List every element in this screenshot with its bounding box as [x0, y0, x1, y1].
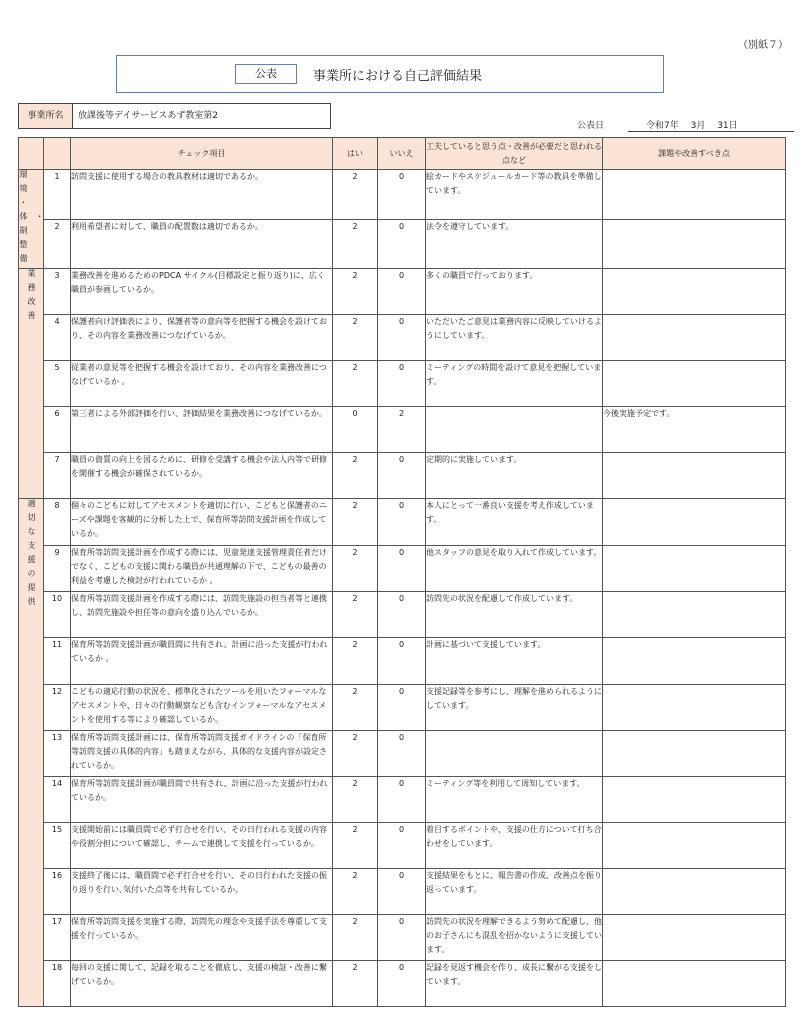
no-count: 0: [378, 777, 426, 823]
yes-count: 2: [333, 823, 378, 869]
yes-count: 2: [333, 915, 378, 961]
annex-label: （別紙７）: [738, 40, 788, 51]
yes-count: 2: [333, 592, 378, 638]
check-item: 保育所等訪問支援を実施する際、訪問先の理念や支援手法を尊重して支援を行っているか。: [71, 915, 333, 961]
table-row: [19, 961, 786, 1007]
publication-date: [577, 118, 794, 132]
no-count: 0: [378, 453, 426, 499]
check-item: 保育所等訪問支援計画が職員間で共有され、計画に沿った支援が行われているか。: [71, 777, 333, 823]
row-number: 14: [44, 777, 71, 823]
header-no: [44, 138, 71, 170]
pub-date-label: 公表日: [577, 121, 605, 131]
yes-count: 2: [333, 315, 378, 361]
office-name: 放課後等デイサービスあず教室第2: [78, 111, 219, 121]
yes-count: 2: [333, 869, 378, 915]
table-row: [19, 269, 786, 315]
good-points: 記録を見返す機会を作り、成長に繋がる支援をしています。: [426, 961, 603, 1007]
table-row: [19, 315, 786, 361]
yes-count: 2: [333, 638, 378, 685]
no-count: 0: [378, 869, 426, 915]
good-points: 計画に基づいて支援しています。: [426, 638, 603, 685]
category-cell: [19, 269, 44, 499]
row-number: 9: [44, 546, 71, 592]
improvement-task: [603, 638, 786, 685]
good-points: 多くの職員で行っております。: [426, 269, 603, 315]
header-yes: はい: [333, 138, 378, 170]
office-label: 事業所名: [19, 104, 73, 128]
good-points: 本人にとって一番良い支援を考え作成しています。: [426, 499, 603, 546]
check-item: 保育所等訪問支援計画には、保育所等訪問支援ガイドラインの「保育所等訪問支援の具体的内容」も踏まえながら、具体的な支援内容が設定されているか。: [71, 731, 333, 777]
improvement-task: [603, 499, 786, 546]
table-row: [19, 638, 786, 685]
improvement-task: [603, 546, 786, 592]
table-row: [19, 219, 786, 269]
no-count: 0: [378, 731, 426, 777]
evaluation-table: [18, 137, 786, 1007]
row-number: 13: [44, 731, 71, 777]
no-count: 2: [378, 407, 426, 453]
yes-count: 2: [333, 269, 378, 315]
improvement-task: [603, 453, 786, 499]
good-points: [426, 731, 603, 777]
table-row: [19, 546, 786, 592]
category-label: 業務改善: [27, 269, 36, 325]
good-points: ミーティングの時間を設けて意見を把握しています。: [426, 361, 603, 407]
improvement-task: [603, 269, 786, 315]
no-count: 0: [378, 915, 426, 961]
improvement-task: [603, 685, 786, 731]
category-label: 適切な支援の提供: [27, 499, 36, 611]
check-item: 毎回の支援に関して、記録を取ることを徹底し、支援の検証・改善に繋げているか。: [71, 961, 333, 1007]
check-item: 従業者の意見等を把握する機会を設けており、その内容を業務改善につなげているか 。: [71, 361, 333, 407]
good-points: 法令を遵守しています。: [426, 219, 603, 269]
improvement-task: [603, 915, 786, 961]
improvement-task: [603, 777, 786, 823]
row-number: 18: [44, 961, 71, 1007]
row-number: 6: [44, 407, 71, 453]
no-count: 0: [378, 499, 426, 546]
yes-count: 0: [333, 407, 378, 453]
header-no-answer: いいえ: [378, 138, 426, 170]
header-corner: [19, 138, 44, 170]
no-count: 0: [378, 823, 426, 869]
good-points: 絵カードやスケジュールカード等の教具を準備しています。: [426, 170, 603, 220]
check-item: 保護者向け評価表により、保護者等の意向等を把握する機会を設けており、その内容を業務改善につなげているか。: [71, 315, 333, 361]
improvement-task: [603, 219, 786, 269]
row-number: 17: [44, 915, 71, 961]
improvement-task: [603, 592, 786, 638]
no-count: 0: [378, 638, 426, 685]
improvement-task: 今後実施予定です。: [603, 407, 786, 453]
table-row: [19, 777, 786, 823]
pub-date-value: 令和7年 3月 31日: [628, 118, 794, 132]
check-item: 個々のこどもに対してアセスメントを適切に行い、こどもと保護者のニーズや課題を客観的に分析した上で、保育所等訪問支援計画を作成しているか。: [71, 499, 333, 546]
row-number: 2: [44, 219, 71, 269]
no-count: 0: [378, 170, 426, 220]
yes-count: 2: [333, 170, 378, 220]
category-label: 環境・体制整備: [19, 170, 28, 268]
improvement-task: [603, 961, 786, 1007]
check-item: こどもの適応行動の状況を、標準化されたツールを用いたフォーマルなアセスメントや、日々の行動観察なども含むインフォーマルなアセスメントを使用する等により確認しているか。: [71, 685, 333, 731]
improvement-task: [603, 315, 786, 361]
table-row: [19, 407, 786, 453]
row-number: 5: [44, 361, 71, 407]
yes-count: 2: [333, 777, 378, 823]
check-item: 支援開始前には職員間で必ず打合せを行い、その日行われる支援の内容や役割分担について確認し、チームで連携して支援を行っているか。: [71, 823, 333, 869]
category-label-extra: ・: [35, 212, 44, 268]
header-good-points: 工夫していると思う点・改善が必要だと思われる点など: [426, 138, 603, 170]
table-row: [19, 731, 786, 777]
table-row: [19, 915, 786, 961]
office-box: [18, 103, 331, 129]
check-item: 業務改善を進めるためのPDCA サイクル(目標設定と振り返り)に、広く職員が参画しているか。: [71, 269, 333, 315]
good-points: ミーティング等を利用して周知しています。: [426, 777, 603, 823]
table-row: [19, 823, 786, 869]
title-box: [116, 55, 664, 93]
good-points: 訪問先の状況を理解できるよう努めて配慮し、他のお子さんにも混乱を招かないように支援しています。: [426, 915, 603, 961]
yes-count: 2: [333, 731, 378, 777]
improvement-task: [603, 361, 786, 407]
good-points: 着目するポイントや、支援の仕方について打ち合わせをしています。: [426, 823, 603, 869]
table-row: [19, 453, 786, 499]
public-label: 公表: [235, 64, 297, 84]
no-count: 0: [378, 361, 426, 407]
table-row: [19, 592, 786, 638]
no-count: 0: [378, 685, 426, 731]
no-count: 0: [378, 315, 426, 361]
check-item: 職員の資質の向上を図るために、研修を受講する機会や法人内等で研修を開催する機会が確保されているか。: [71, 453, 333, 499]
yes-count: 2: [333, 685, 378, 731]
table-row: [19, 499, 786, 546]
no-count: 0: [378, 961, 426, 1007]
improvement-task: [603, 731, 786, 777]
check-item: 支援終了後には、職員間で必ず打合せを行い、その日行われた支援の振り返りを行い､気付いた点等を共有しているか。: [71, 869, 333, 915]
row-number: 3: [44, 269, 71, 315]
yes-count: 2: [333, 219, 378, 269]
yes-count: 2: [333, 961, 378, 1007]
row-number: 7: [44, 453, 71, 499]
check-item: 第三者による外部評価を行い、評価結果を業務改善につなげているか。: [71, 407, 333, 453]
check-item: 保育所等訪問支援計画を作成する際には、訪問先施設の担当者等と連携し、訪問先施設や担任等の意向を盛り込んでいるか。: [71, 592, 333, 638]
improvement-task: [603, 170, 786, 220]
table-row: [19, 170, 786, 220]
check-item: 保育所等訪問支援計画が職員間に共有され、計画に沿った支援が行われているか 。: [71, 638, 333, 685]
category-cell: [19, 499, 44, 1007]
improvement-task: [603, 869, 786, 915]
row-number: 12: [44, 685, 71, 731]
row-number: 11: [44, 638, 71, 685]
good-points: 支援結果をもとに、報告書の作成、改善点を振り返っています。: [426, 869, 603, 915]
yes-count: 2: [333, 361, 378, 407]
good-points: 定期的に実施しています。: [426, 453, 603, 499]
header-tasks: 課題や改善すべき点: [603, 138, 786, 170]
table-row: [19, 361, 786, 407]
row-number: 8: [44, 499, 71, 546]
page-title: 事業所における自己評価結果: [313, 69, 483, 84]
row-number: 16: [44, 869, 71, 915]
row-number: 1: [44, 170, 71, 220]
yes-count: 2: [333, 546, 378, 592]
good-points: [426, 407, 603, 453]
row-number: 10: [44, 592, 71, 638]
good-points: 訪問先の状況を配慮して作成しています。: [426, 592, 603, 638]
good-points: 支援記録等を参考にし、理解を進められるようにしています。: [426, 685, 603, 731]
header-item: チェック項目: [71, 138, 333, 170]
table-row: [19, 685, 786, 731]
improvement-task: [603, 823, 786, 869]
yes-count: 2: [333, 499, 378, 546]
no-count: 0: [378, 592, 426, 638]
row-number: 4: [44, 315, 71, 361]
check-item: 利用希望者に対して、職員の配置数は適切であるか。: [71, 219, 333, 269]
good-points: いただいたご意見は業務内容に反映していけるようにしています。: [426, 315, 603, 361]
yes-count: 2: [333, 453, 378, 499]
category-cell: [19, 170, 44, 269]
check-item: 訪問支援に使用する場合の教具教材は適切であるか。: [71, 170, 333, 220]
row-number: 15: [44, 823, 71, 869]
no-count: 0: [378, 546, 426, 592]
no-count: 0: [378, 269, 426, 315]
good-points: 他スタッフの意見を取り入れて作成しています。: [426, 546, 603, 592]
no-count: 0: [378, 219, 426, 269]
table-row: [19, 869, 786, 915]
check-item: 保育所等訪問支援計画を作成する際には、児童発達支援管理責任者だけでなく、こどもの支援に関わる職員が共通理解の下で、こどもの最善の利益を考慮した検討が行われているか 。: [71, 546, 333, 592]
